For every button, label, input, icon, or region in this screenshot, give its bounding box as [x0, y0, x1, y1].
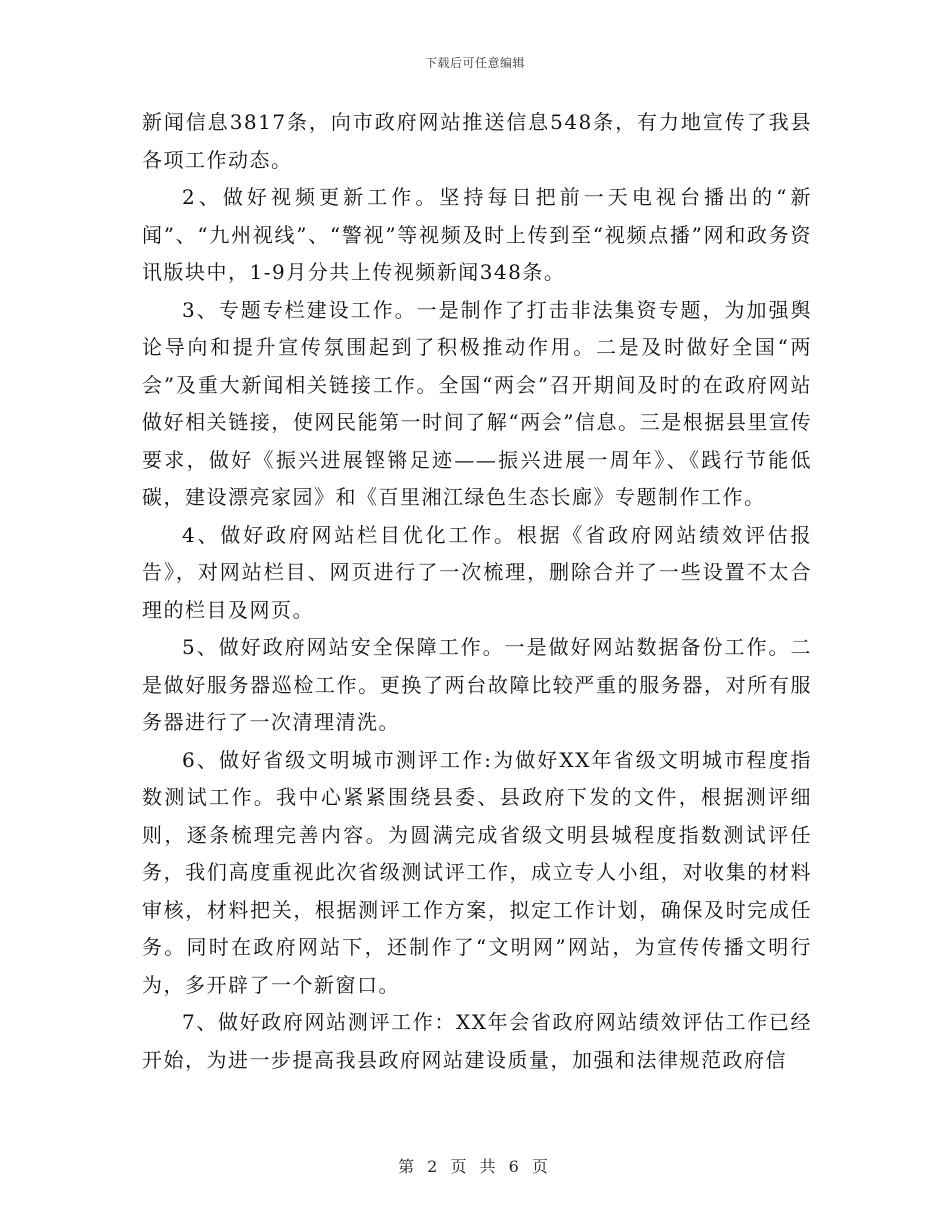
page-footer: 第 2 页 共 6 页: [398, 1157, 552, 1176]
page-header: 下载后可任意编辑: [424, 56, 525, 70]
paragraph-column-optimization: 4、做好政府网站栏目优化工作。根据《省政府网站绩效评估报告》，对网站栏目、网页进行了一次梳理，删除合并了一些设置不太合理的栏目及网页。: [142, 522, 812, 622]
paragraph-security: 5、做好政府网站安全保障工作。一是做好网站数据备份工作。二是做好服务器巡检工作。更换了两台故障比较严重的服务器，对所有服务器进行了一次清理清洗。: [142, 635, 812, 734]
paragraph-video-update: 2、做好视频更新工作。坚持每日把前一天电视台播出的“新闻”、“九州视线”、“警视”等视频及时上传到至“视频点播”网和政务资讯版块中，1-9月分共上传视频新闻348条。: [142, 185, 812, 284]
body-text: [142, 104, 812, 1079]
paragraph-continuation: 新闻信息3817条，向市政府网站推送信息548条，有力地宣传了我县各项工作动态。: [142, 110, 812, 172]
paragraph-website-evaluation: 7、做好政府网站测评工作：XX年会省政府网站绩效评估工作已经开始，为进一步提高我县政府网站建设质量，加强和法律规范政府信: [142, 1010, 812, 1072]
paragraph-special-topics: 3、专题专栏建设工作。一是制作了打击非法集资专题，为加强舆论导向和提升宣传氛围起到了积极推动作用。二是及时做好全国“两会”及重大新闻相关链接工作。全国“两会”召开期间及时的在政府网站做好相关链接，使网民能第一时间了解“两会”信息。三是根据县里宣传要求，做好《振兴进展铿锵足迹——振兴进展一周年》、《践行节能低碳，建设漂亮家园》和《百里湘江绿色生态长廊》专题制作工作。: [142, 297, 812, 509]
paragraph-civilized-city: 6、做好省级文明城市测评工作:为做好XX年省级文明城市程度指数测试工作。我中心紧紧围绕县委、县政府下发的文件，根据测评细则，逐条梳理完善内容。为圆满完成省级文明县城程度指数测试评任务，我们高度重视此次省级测试评工作，成立专人小组，对收集的材料审核，材料把关，根据测评工作方案，拟定工作计划，确保及时完成任务。同时在政府网站下，还制作了“文明网”网站，为宣传传播文明行为，多开辟了一个新窗口。: [142, 747, 812, 997]
